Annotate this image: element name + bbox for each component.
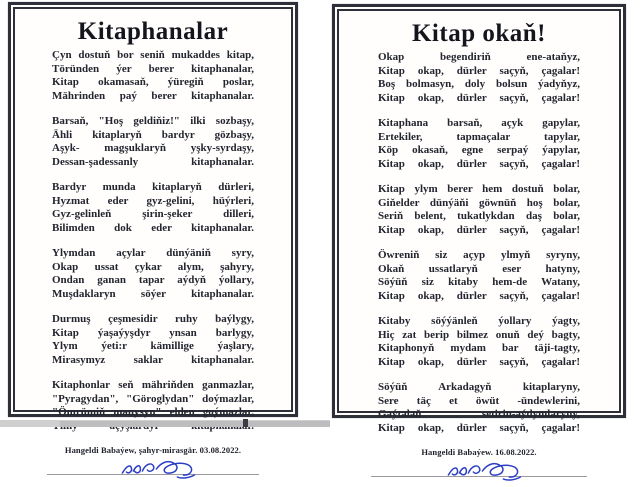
scanner-edge-artifact — [60, 421, 330, 427]
poem-line: "Pyragydan", "Göroglydan" doýmazlar, — [52, 392, 254, 405]
poem-line: Okaň ussatlaryň eser hatyny, — [378, 262, 580, 275]
stanza — [52, 313, 254, 367]
stanza — [52, 247, 254, 301]
poem-title: Kitap okaň! — [411, 20, 546, 47]
poem-line: Öwreniň siz açyp ylmyň syryny, — [378, 249, 580, 261]
poem-line: Okap begendiriň ene-ataňyz, — [378, 51, 580, 63]
poem-line: Giňelder dünýäňi göwnüň hoş bolar, — [378, 196, 580, 209]
stanza — [378, 51, 580, 105]
signature-row — [367, 457, 591, 487]
poem-line: Köp okasaň, egne serpaý ýapylar, — [378, 144, 580, 156]
poem-body — [52, 49, 254, 433]
double-border-frame — [337, 9, 621, 457]
poem-line: Hiç zat berip bilmez onuň deý bagty, — [378, 328, 580, 341]
poem-line: Ondan ganan tapar aýdyň ýollary, — [52, 274, 254, 286]
poem-line: "Ömrümiň manysyn" elden goýmazlar, — [52, 406, 254, 418]
poem-line: Kitap okap, dürler saçyň, çagalar! — [378, 289, 580, 302]
poem-line: Barsaň, "Hoş geldiňiz!" ilki sozbaşy, — [52, 115, 254, 127]
double-border-frame — [13, 7, 293, 455]
poem-line: Gyz-gelinleň şirin-şeker dilleri, — [52, 208, 254, 220]
poem-line: Mirasymyz saklar kitaphanalar. — [52, 353, 254, 366]
poem-line: Kitap okamasaň, ýüregiň poslar, — [52, 76, 254, 88]
poem-line: Durmuş çeşmesidir ruhy baýlygy, — [52, 313, 254, 325]
scanner-edge-mark — [243, 419, 248, 427]
stanza — [378, 183, 580, 237]
author-byline: Hangeldi Babaýew. 16.08.2022. — [421, 447, 537, 457]
poem-line: Ylymdan açylar dünýäniň syry, — [52, 247, 254, 259]
poem-line: Kitap okap, dürler saçyň, çagalar! — [378, 64, 580, 77]
poem-line: Kitap okap, dürler saçyň, çagalar! — [378, 223, 580, 236]
poem-line: Ylym ýeti:r kämillige ýaşlary, — [52, 340, 254, 352]
poem-line: Sere täç et öwüt -ündewlerini, — [378, 394, 580, 407]
handwritten-signature-icon — [445, 458, 525, 484]
poem-line: Kitap okap, dürler saçyň, çagalar! — [378, 355, 580, 368]
poem-line: Kitaby söýýänleň ýollary ýagty, — [378, 315, 580, 327]
poem-line: Söýüň Arkadagyň kitaplaryny, — [378, 381, 580, 393]
poem-line: Kitap okap, dürler saçyň, çagalar! — [378, 157, 580, 170]
poem-line: Aşyk- magşuklaryň yşky-syrdaşy, — [52, 142, 254, 154]
poem-line: Muşdaklaryn söýer kitaphanalar. — [52, 287, 254, 300]
stanza — [378, 315, 580, 369]
poem-line: Kitap ylym berer hem dostuň bolar, — [378, 183, 580, 195]
poem-line: Çyn dostuň bor seniň mukaddes kitap, — [52, 49, 254, 61]
poem-body — [378, 51, 580, 435]
stanza — [378, 249, 580, 303]
poem-line: Ertekiler, tapmaçalar tapylar, — [378, 130, 580, 143]
poem-line: Kitaphonyň mydam bar täji-tagty, — [378, 342, 580, 354]
poem-line: Kitap okap, dürler saçyň, çagalar! — [378, 91, 580, 104]
poem-line: Kitaphonlar seň mähriňden ganmazlar, — [52, 379, 254, 391]
poem-line: Boş bolmasyn, doly bolsun ýadyňyz, — [378, 78, 580, 90]
poem-line: Hyzmat eder gyz-gelini, hüýrleri, — [52, 194, 254, 207]
poem-line: Bardyr munda kitaplaryň dürleri, — [52, 181, 254, 193]
poem-line: Kitap ýaşaýyşdyr ynsan barlygy, — [52, 326, 254, 339]
stanza — [52, 115, 254, 169]
poem-line: Söýüň siz kitaby hem-de Watany, — [378, 276, 580, 288]
stanza — [378, 117, 580, 171]
poem-line: Kitaphana barsaň, açyk gapylar, — [378, 117, 580, 129]
stanza — [52, 49, 254, 103]
poem-line: Bilimden dok eder kitaphanalar. — [52, 221, 254, 234]
poem-line: Gaýtalaň setirin-aýdymlaryny, — [378, 408, 580, 420]
author-byline: Hangeldi Babaýew, şahyr-mirasgär. 03.08.2022. — [64, 445, 242, 455]
poem-page-kitaphanalar — [8, 2, 298, 455]
handwritten-signature-icon — [119, 456, 199, 482]
stanza — [52, 181, 254, 235]
poem-line: Kitap okap, dürler saçyň, çagalar! — [378, 421, 580, 434]
signature-row — [43, 455, 263, 485]
poem-line: Okap ussat çykar alym, şahyry, — [52, 260, 254, 273]
poem-line: Mährinden paý berer kitaphanalar. — [52, 89, 254, 102]
poem-line: Töründen ýer berer kitaphanalar, — [52, 62, 254, 75]
poem-page-kitap-okan — [332, 4, 626, 457]
poem-title: Kitaphanalar — [77, 18, 229, 45]
poem-line: Dessan-şadessanly kitaphanalar. — [52, 155, 254, 168]
poem-line: Seriň belent, tukatlykdan daş bolar, — [378, 210, 580, 222]
poem-line: Ähli kitaplaryň bardyr gözbaşy, — [52, 128, 254, 141]
